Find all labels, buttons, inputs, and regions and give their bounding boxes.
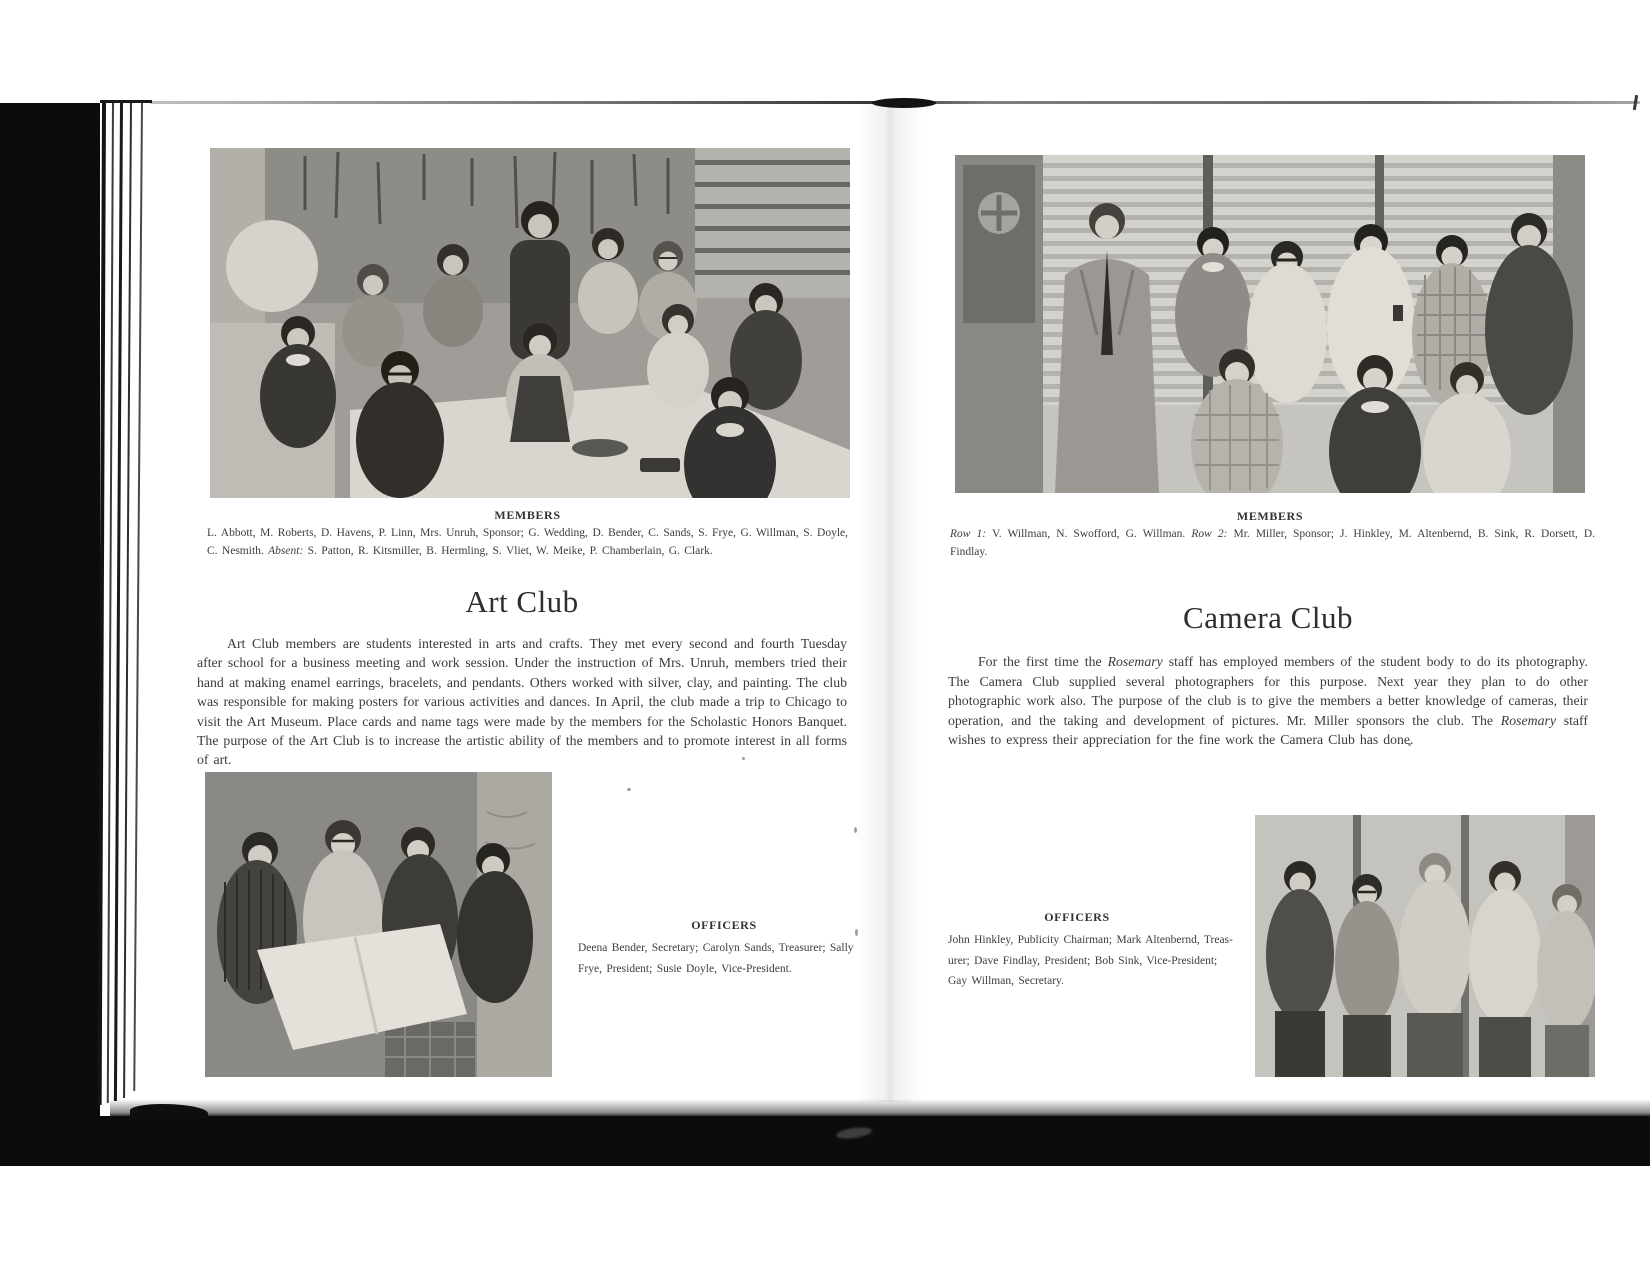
art-club-title: Art Club: [465, 584, 579, 619]
camera-club-officers-photo-image: [1255, 815, 1595, 1077]
camera-club-officers-heading: OFFICERS: [1044, 910, 1110, 924]
page-corner-shadow: [130, 1104, 208, 1120]
officers-line: John Hinkley, Publicity Chairman; Mark Altenbernd, Treas-: [948, 934, 1233, 946]
dust-speck: [627, 788, 631, 791]
members-absent-label: Absent:: [268, 545, 304, 557]
page-stack-edge: [114, 103, 123, 1101]
camera-club-group-photo: [955, 155, 1585, 493]
members-absent-list: S. Patton, R. Kitsmiller, B. Hermling, S. Vliet, W. Meike, P. Chamberlain, G. Clark.: [303, 545, 713, 557]
camera-club-description: [948, 652, 1588, 750]
camera-club-group-photo-image: [955, 155, 1585, 493]
page-stack-top-edge: [100, 100, 152, 103]
scan-background-left: [0, 103, 100, 1165]
body-text: For the first time the: [978, 654, 1108, 669]
art-club-description: Art Club members are students interested in arts and crafts. They met every second and fourth Tuesday after school for a business meeting and work session. Under the instruction of Mrs. Unruh, members tried their hand at making enamel earrings, bracelets, and pendants. Others worked with silver, clay, and painting. The club was responsible for making posters for various activities and dances. In April, the club made a trip to Chicago to visit the Art Museum. Place cards and name tags were made by the members for the Scholastic Honors Banquet. The purpose of the Art Club is to increase the artistic ability of the members and to promote interest in all forms of art.: [197, 636, 847, 768]
officers-line: Deena Bender, Secretary; Carolyn Sands, Treasurer; Sally: [578, 942, 854, 954]
officers-line: Gay Willman, Secretary.: [948, 975, 1064, 987]
body-text: staff has employed members of the student body to do its photography. The Camera Club supplied several photographers for this purpose. Next year they plan to do other photographic work also. The purpose of the club is to give the members a better knowledge of cameras, their operation, and the taking and development of pictures. Mr. Miller sponsors the club. The: [948, 654, 1588, 728]
officers-line: urer; Dave Findlay, President; Bob Sink, Vice-President;: [948, 954, 1218, 967]
page-stack-edge: [107, 103, 114, 1103]
art-club-group-photo-image: [210, 148, 850, 498]
art-club-officers-photo: [205, 772, 552, 1077]
camera-club-title: Camera Club: [1183, 600, 1353, 635]
art-club-officers-list: [578, 938, 870, 980]
page-stack-edge: [133, 103, 143, 1091]
art-club-members-heading: MEMBERS: [494, 508, 561, 522]
scan-background-bottom: [0, 1116, 1650, 1166]
page-stack-edge: [123, 103, 132, 1098]
camera-club-members-list: [950, 525, 1595, 561]
officers-line: Frye, President; Susie Doyle, Vice-President.: [578, 963, 792, 975]
members-text: L. Abbott, M. Roberts, D. Havens, P. Linn, Mrs. Unruh, Sponsor; G. Wedding, D. Bender, C. Sands, S. Frye, G. Willman, S. Doyle, C. Nesmith.: [207, 527, 848, 557]
members-row2-label: Row 2:: [1191, 528, 1228, 540]
members-row2-list: Mr. Miller, Sponsor; J. Hinkley, M. Altenbernd, B. Sink, R. Dorsett, D. Findlay.: [950, 528, 1596, 558]
dust-speck: [854, 827, 857, 833]
art-club-members-list: [207, 524, 848, 560]
body-text: staff wishes to express their appreciation for the fine work the Camera Club has done.: [948, 712, 1588, 748]
art-club-officers-photo-image: [205, 772, 552, 1077]
camera-club-officers-photo: [1255, 815, 1595, 1077]
camera-club-officers-list: [948, 930, 1233, 992]
art-club-officers-heading: OFFICERS: [691, 918, 757, 932]
rosemary-italic: Rosemary: [1107, 654, 1163, 669]
members-row1-label: Row 1:: [950, 528, 987, 540]
camera-club-members-heading: MEMBERS: [1236, 509, 1304, 523]
art-club-group-photo: [210, 148, 850, 498]
rosemary-italic: Rosemary: [1500, 712, 1556, 728]
members-row1-list: V. Willman, N. Swofford, G. Willman.: [986, 528, 1192, 540]
